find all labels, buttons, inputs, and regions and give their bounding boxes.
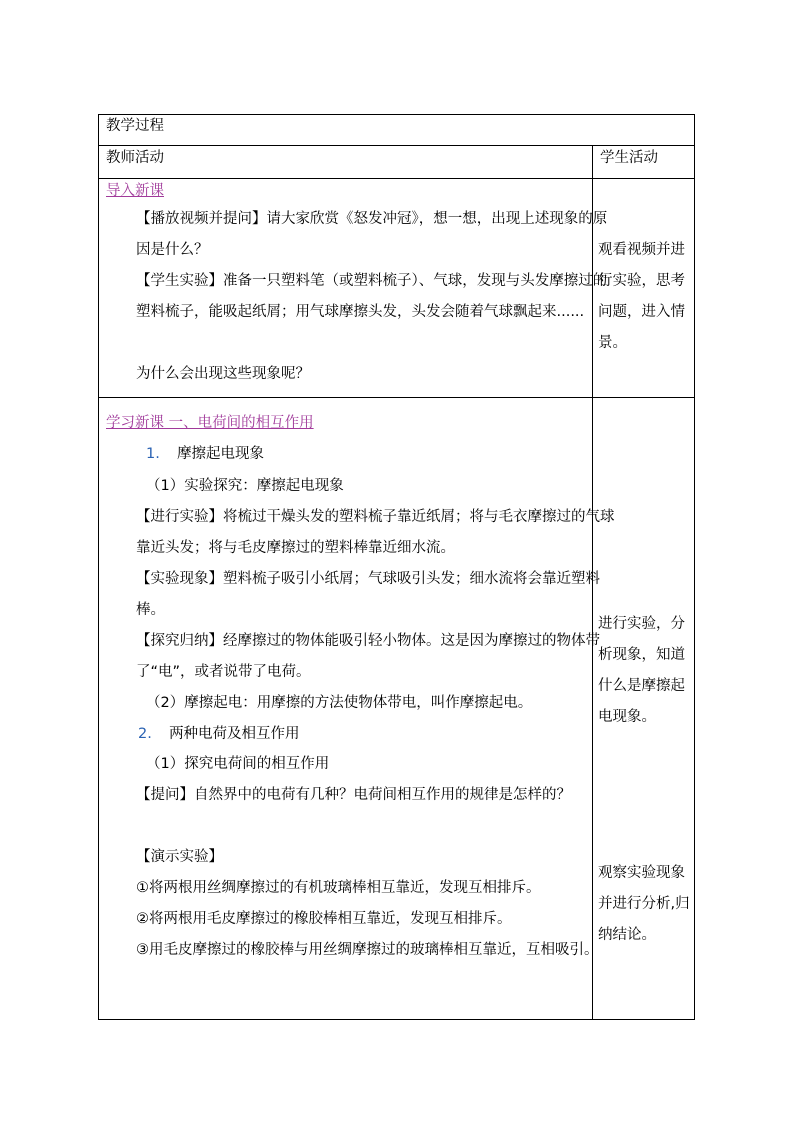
table-divider-section <box>98 397 695 398</box>
section-heading-new-lesson: 学习新课 一、电荷间的相互作用 <box>106 415 314 431</box>
table-border-right <box>694 114 695 1020</box>
column-header-student: 学生活动 <box>600 150 658 166</box>
student-activity-intro: 观看视频并进行实验，思考问题，进入情景。 <box>598 242 685 351</box>
paragraph-video-question: 【播放视频并提问】请大家欣赏《怒发冲冠》，想一想，出现上述现象的原因是什么？ <box>136 211 608 258</box>
paragraph-question-charges: 【提问】自然界中的电荷有几种？电荷间相互作用的规律是怎样的？ <box>136 787 571 803</box>
line-demo-item-1: ①将两根用丝绸摩擦过的有机玻璃棒相互靠近，发现互相排斥。 <box>136 880 541 896</box>
subheading-text: 两种电荷及相互作用 <box>169 726 300 742</box>
paragraph-inquiry-conclusion: 【探究归纳】经摩擦过的物体能吸引轻小物体。这是因为摩擦过的物体带了“电”，或者说带了电荷。 <box>136 633 600 680</box>
line-friction-definition: （2）摩擦起电：用摩擦的方法使物体带电，叫作摩擦起电。 <box>146 695 533 711</box>
line-demo-item-2: ②将两根用毛皮摩擦过的橡胶棒相互靠近，发现互相排斥。 <box>136 911 512 927</box>
student-activity-observe: 观察实验现象并进行分析,归纳结论。 <box>598 865 690 943</box>
subheading-number: 2. <box>138 726 152 742</box>
line-demo-experiment: 【演示实验】 <box>136 849 223 865</box>
section-heading-intro: 导入新课 <box>106 183 164 199</box>
paragraph-question: 为什么会出现这些现象呢？ <box>136 366 310 382</box>
table-divider-header <box>98 145 695 146</box>
table-border-top <box>98 114 695 115</box>
subheading-friction-electrification <box>146 444 264 464</box>
paragraph-experiment-phenomenon: 【实验现象】塑料梳子吸引小纸屑；气球吸引头发；细水流将会靠近塑料棒。 <box>136 571 600 618</box>
subheading-two-charges <box>138 724 300 744</box>
table-border-bottom <box>98 1019 695 1020</box>
line-charge-interaction: （1）探究电荷间的相互作用 <box>146 756 330 772</box>
subheading-number: 1. <box>146 446 160 462</box>
paragraph-student-experiment: 【学生实验】准备一只塑料笔（或塑料梳子）、气球，发现与头发摩擦过的塑料梳子，能吸起纸屑；用气球摩擦头发，头发会随着气球飘起来...... <box>136 273 608 320</box>
table-divider-columns <box>98 178 695 179</box>
table-border-left <box>98 114 99 1020</box>
student-activity-experiment: 进行实验，分析现象，知道什么是摩擦起电现象。 <box>598 616 685 725</box>
subheading-text: 摩擦起电现象 <box>177 446 265 462</box>
paragraph-conduct-experiment: 【进行实验】将梳过干燥头发的塑料梳子靠近纸屑；将与毛衣摩擦过的气球靠近头发；将与毛皮摩擦过的塑料棒靠近细水流。 <box>136 509 615 556</box>
paragraph-demo-item-3: ③用毛皮摩擦过的橡胶棒与用丝绸摩擦过的玻璃棒相互靠近，互相吸引。 <box>136 942 599 958</box>
column-header-teacher: 教师活动 <box>106 150 164 166</box>
line-experiment-inquiry: （1）实验探究：摩擦起电现象 <box>146 478 344 494</box>
table-title: 教学过程 <box>106 118 164 134</box>
